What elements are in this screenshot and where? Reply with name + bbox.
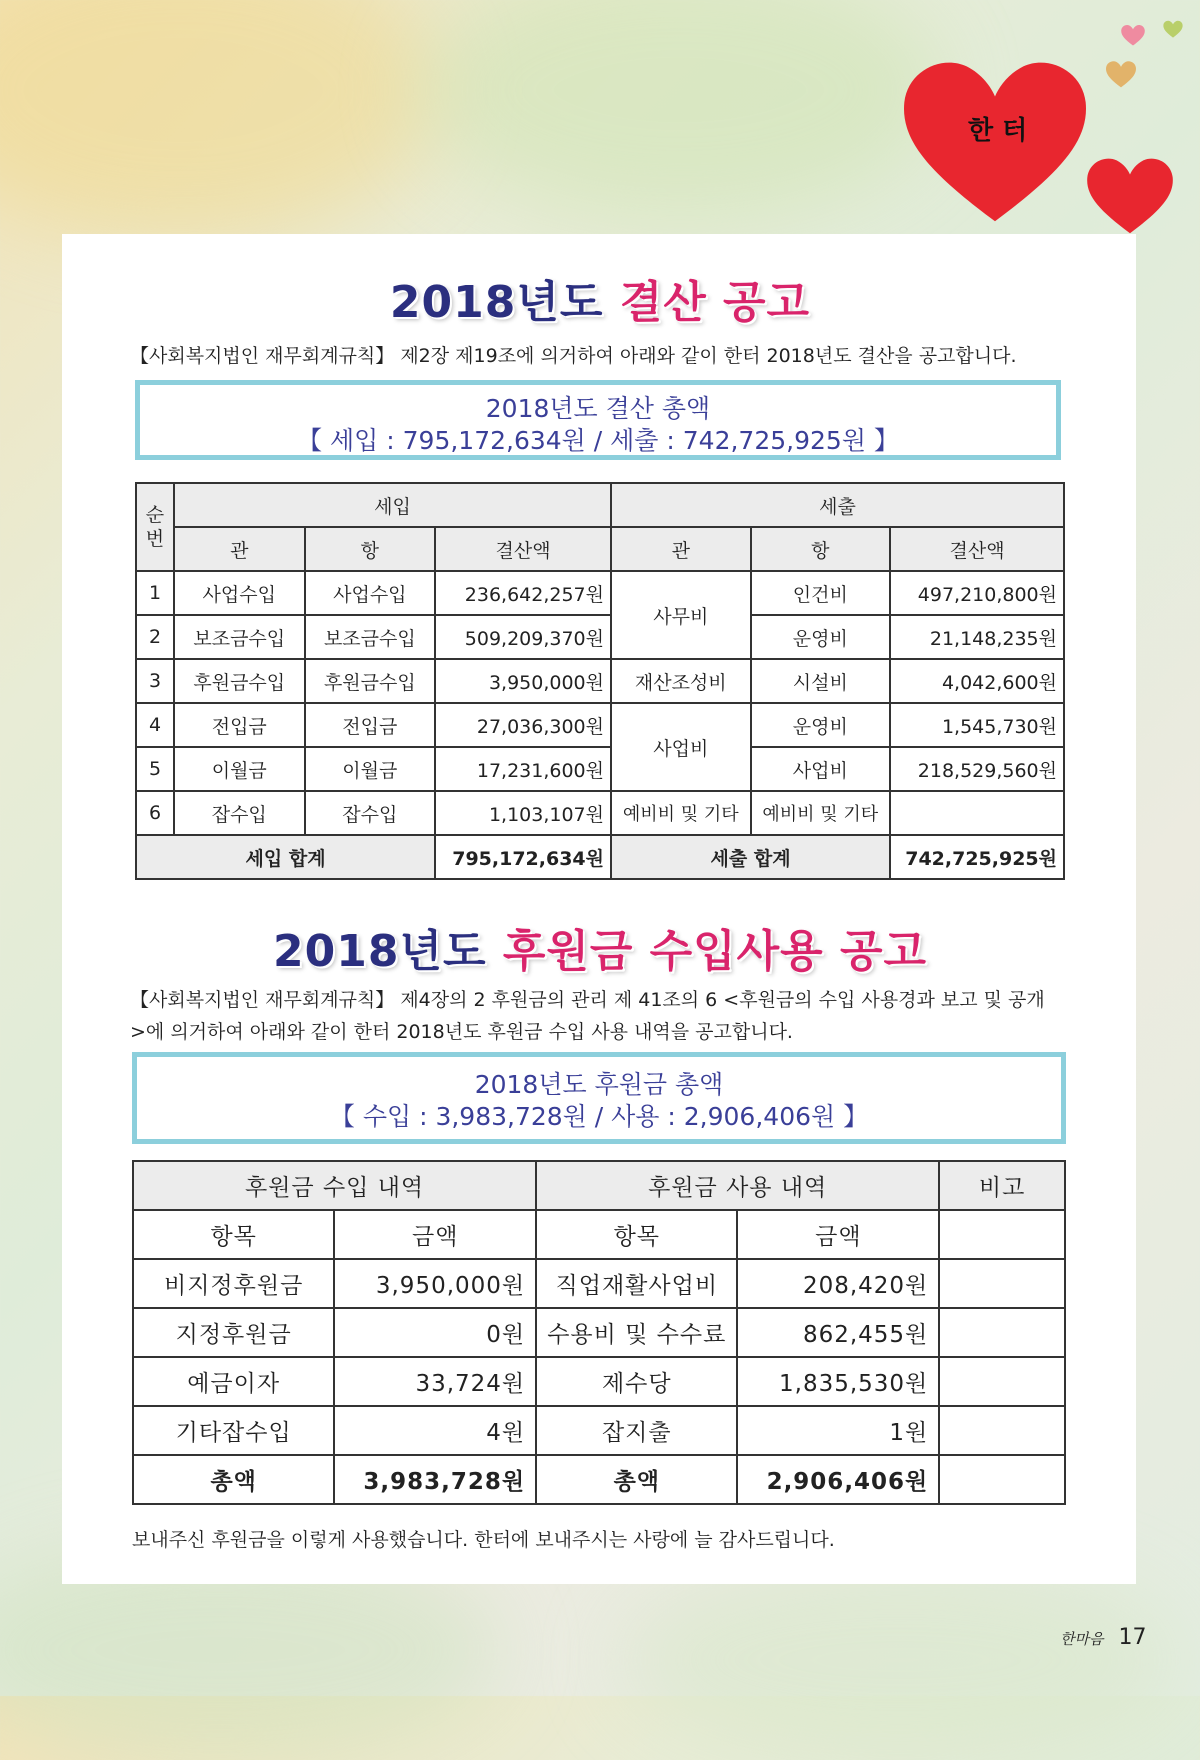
summary-totals: 【 수입 : 3,983,728원 / 사용 : 2,906,406원 】 [329,1102,869,1131]
income-amount: 4원 [334,1406,536,1455]
magazine-brand: 한마음 [1060,1630,1104,1648]
donation-summary-box [132,1052,1066,1144]
col-amount: 결산액 [435,527,611,571]
section1-title [0,266,1200,330]
table-row [136,703,1064,747]
page-footer [1060,1625,1146,1650]
table-row [136,571,1064,615]
income-amount: 0원 [334,1308,536,1357]
settlement-table [135,482,1065,880]
usage-item: 잡지출 [536,1406,737,1455]
expense-amount: 21,148,235원 [890,615,1064,659]
heart-icon [1163,20,1183,38]
income-gwan: 보조금수입 [174,615,305,659]
title-year: 2018년도 [389,277,604,328]
expense-amount: 218,529,560원 [890,747,1064,791]
summary-title: 2018년도 결산 총액 [485,394,711,423]
expense-hang: 인건비 [751,571,891,615]
intro-line: 【사회복지법인 재무회계규칙】 제4장의 2 후원금의 관리 제 41조의 6 <후원금의 수입 사용경과 보고 및 공개 [130,989,1045,1011]
income-hang: 후원금수입 [305,659,436,703]
expense-hang: 운영비 [751,615,891,659]
col-gwan: 관 [174,527,305,571]
heart-icon [1120,24,1146,46]
expense-amount [890,791,1064,835]
row-number: 4 [136,703,174,747]
income-gwan: 후원금수입 [174,659,305,703]
row-number: 6 [136,791,174,835]
settlement-summary-box [135,380,1061,460]
table-row [136,659,1064,703]
col-gwan: 관 [611,527,751,571]
total-row [136,835,1064,879]
background-wash [420,0,940,220]
usage-item: 제수당 [536,1357,737,1406]
expense-hang: 시설비 [751,659,891,703]
donation-table [132,1160,1066,1505]
usage-total-label: 총액 [536,1455,737,1504]
table-row [136,615,1064,659]
note-cell [939,1259,1065,1308]
income-amount: 27,036,300원 [435,703,611,747]
col-hang: 항 [305,527,436,571]
income-amount: 3,950,000원 [334,1259,536,1308]
table-row [133,1308,1065,1357]
usage-amount: 1,835,530원 [737,1357,939,1406]
income-hang: 전입금 [305,703,436,747]
table-row [136,791,1064,835]
table-row [133,1259,1065,1308]
income-total-label: 세입 합계 [136,835,435,879]
summary-totals: 【 세입 : 795,172,634원 / 세출 : 742,725,925원 】 [297,426,899,455]
total-row [133,1455,1065,1504]
col-item: 항목 [536,1210,737,1259]
income-gwan: 전입금 [174,703,305,747]
usage-amount: 862,455원 [737,1308,939,1357]
row-number: 2 [136,615,174,659]
expense-total-amount: 742,725,925원 [890,835,1064,879]
expense-gwan: 사무비 [611,571,751,659]
background-wash [620,1560,1180,1760]
usage-total-amount: 2,906,406원 [737,1455,939,1504]
row-number: 1 [136,571,174,615]
income-amount: 509,209,370원 [435,615,611,659]
summary-title: 2018년도 후원금 총액 [474,1070,724,1099]
income-item: 지정후원금 [133,1308,334,1357]
income-hang: 보조금수입 [305,615,436,659]
income-header: 세입 [174,483,611,527]
usage-amount: 208,420원 [737,1259,939,1308]
expense-header: 세출 [611,483,1064,527]
section1-intro: 【사회복지법인 재무회계규칙】 제2장 제19조에 의거하여 아래와 같이 한터 2018년도 결산을 공고합니다. [130,345,1017,367]
table-row [136,747,1064,791]
note-header: 비고 [939,1161,1065,1210]
income-item: 비지정후원금 [133,1259,334,1308]
background-wash [0,0,440,240]
income-amount: 33,724원 [334,1357,536,1406]
expense-amount: 1,545,730원 [890,703,1064,747]
note-cell [939,1455,1065,1504]
income-gwan: 이월금 [174,747,305,791]
section-label: 한 터 [968,116,1028,146]
section2-intro [130,984,1120,1048]
heart-icon [1085,155,1175,235]
title-year: 2018년도 [273,926,487,977]
income-hang: 잡수입 [305,791,436,835]
title-subject: 결산 공고 [619,277,811,328]
col-amount: 금액 [737,1210,939,1259]
heart-icon [1105,60,1137,88]
income-amount: 1,103,107원 [435,791,611,835]
section2-title [0,915,1200,979]
row-number: 5 [136,747,174,791]
donation-income-header: 후원금 수입 내역 [133,1161,536,1210]
table-row [133,1357,1065,1406]
expense-hang: 예비비 및 기타 [751,791,891,835]
note-cell [939,1406,1065,1455]
donation-usage-header: 후원금 사용 내역 [536,1161,939,1210]
usage-item: 직업재활사업비 [536,1259,737,1308]
seq-header: 순번 [136,483,174,571]
col-item: 항목 [133,1210,334,1259]
income-total-amount: 3,983,728원 [334,1455,536,1504]
income-total-amount: 795,172,634원 [435,835,611,879]
col-amount: 금액 [334,1210,536,1259]
note-cell [939,1357,1065,1406]
income-amount: 3,950,000원 [435,659,611,703]
expense-gwan: 재산조성비 [611,659,751,703]
expense-gwan: 예비비 및 기타 [611,791,751,835]
usage-item: 수용비 및 수수료 [536,1308,737,1357]
income-gwan: 사업수입 [174,571,305,615]
income-amount: 17,231,600원 [435,747,611,791]
closing-message: 보내주신 후원금을 이렇게 사용했습니다. 한터에 보내주시는 사랑에 늘 감사드립니다. [132,1529,835,1551]
note-cell [939,1210,1065,1259]
page-number: 17 [1118,1625,1147,1650]
row-number: 3 [136,659,174,703]
income-gwan: 잡수입 [174,791,305,835]
expense-hang: 사업비 [751,747,891,791]
title-subject: 후원금 수입사용 공고 [502,926,927,977]
income-hang: 이월금 [305,747,436,791]
col-hang: 항 [751,527,891,571]
income-item: 기타잡수입 [133,1406,334,1455]
income-item: 예금이자 [133,1357,334,1406]
income-amount: 236,642,257원 [435,571,611,615]
intro-line: >에 의거하여 아래와 같이 한터 2018년도 후원금 수입 사용 내역을 공고합니다. [130,1021,793,1043]
usage-amount: 1원 [737,1406,939,1455]
note-cell [939,1308,1065,1357]
expense-hang: 운영비 [751,703,891,747]
table-row [133,1406,1065,1455]
expense-gwan: 사업비 [611,703,751,791]
expense-total-label: 세출 합계 [611,835,890,879]
col-amount: 결산액 [890,527,1064,571]
income-hang: 사업수입 [305,571,436,615]
income-total-label: 총액 [133,1455,334,1504]
expense-amount: 4,042,600원 [890,659,1064,703]
expense-amount: 497,210,800원 [890,571,1064,615]
